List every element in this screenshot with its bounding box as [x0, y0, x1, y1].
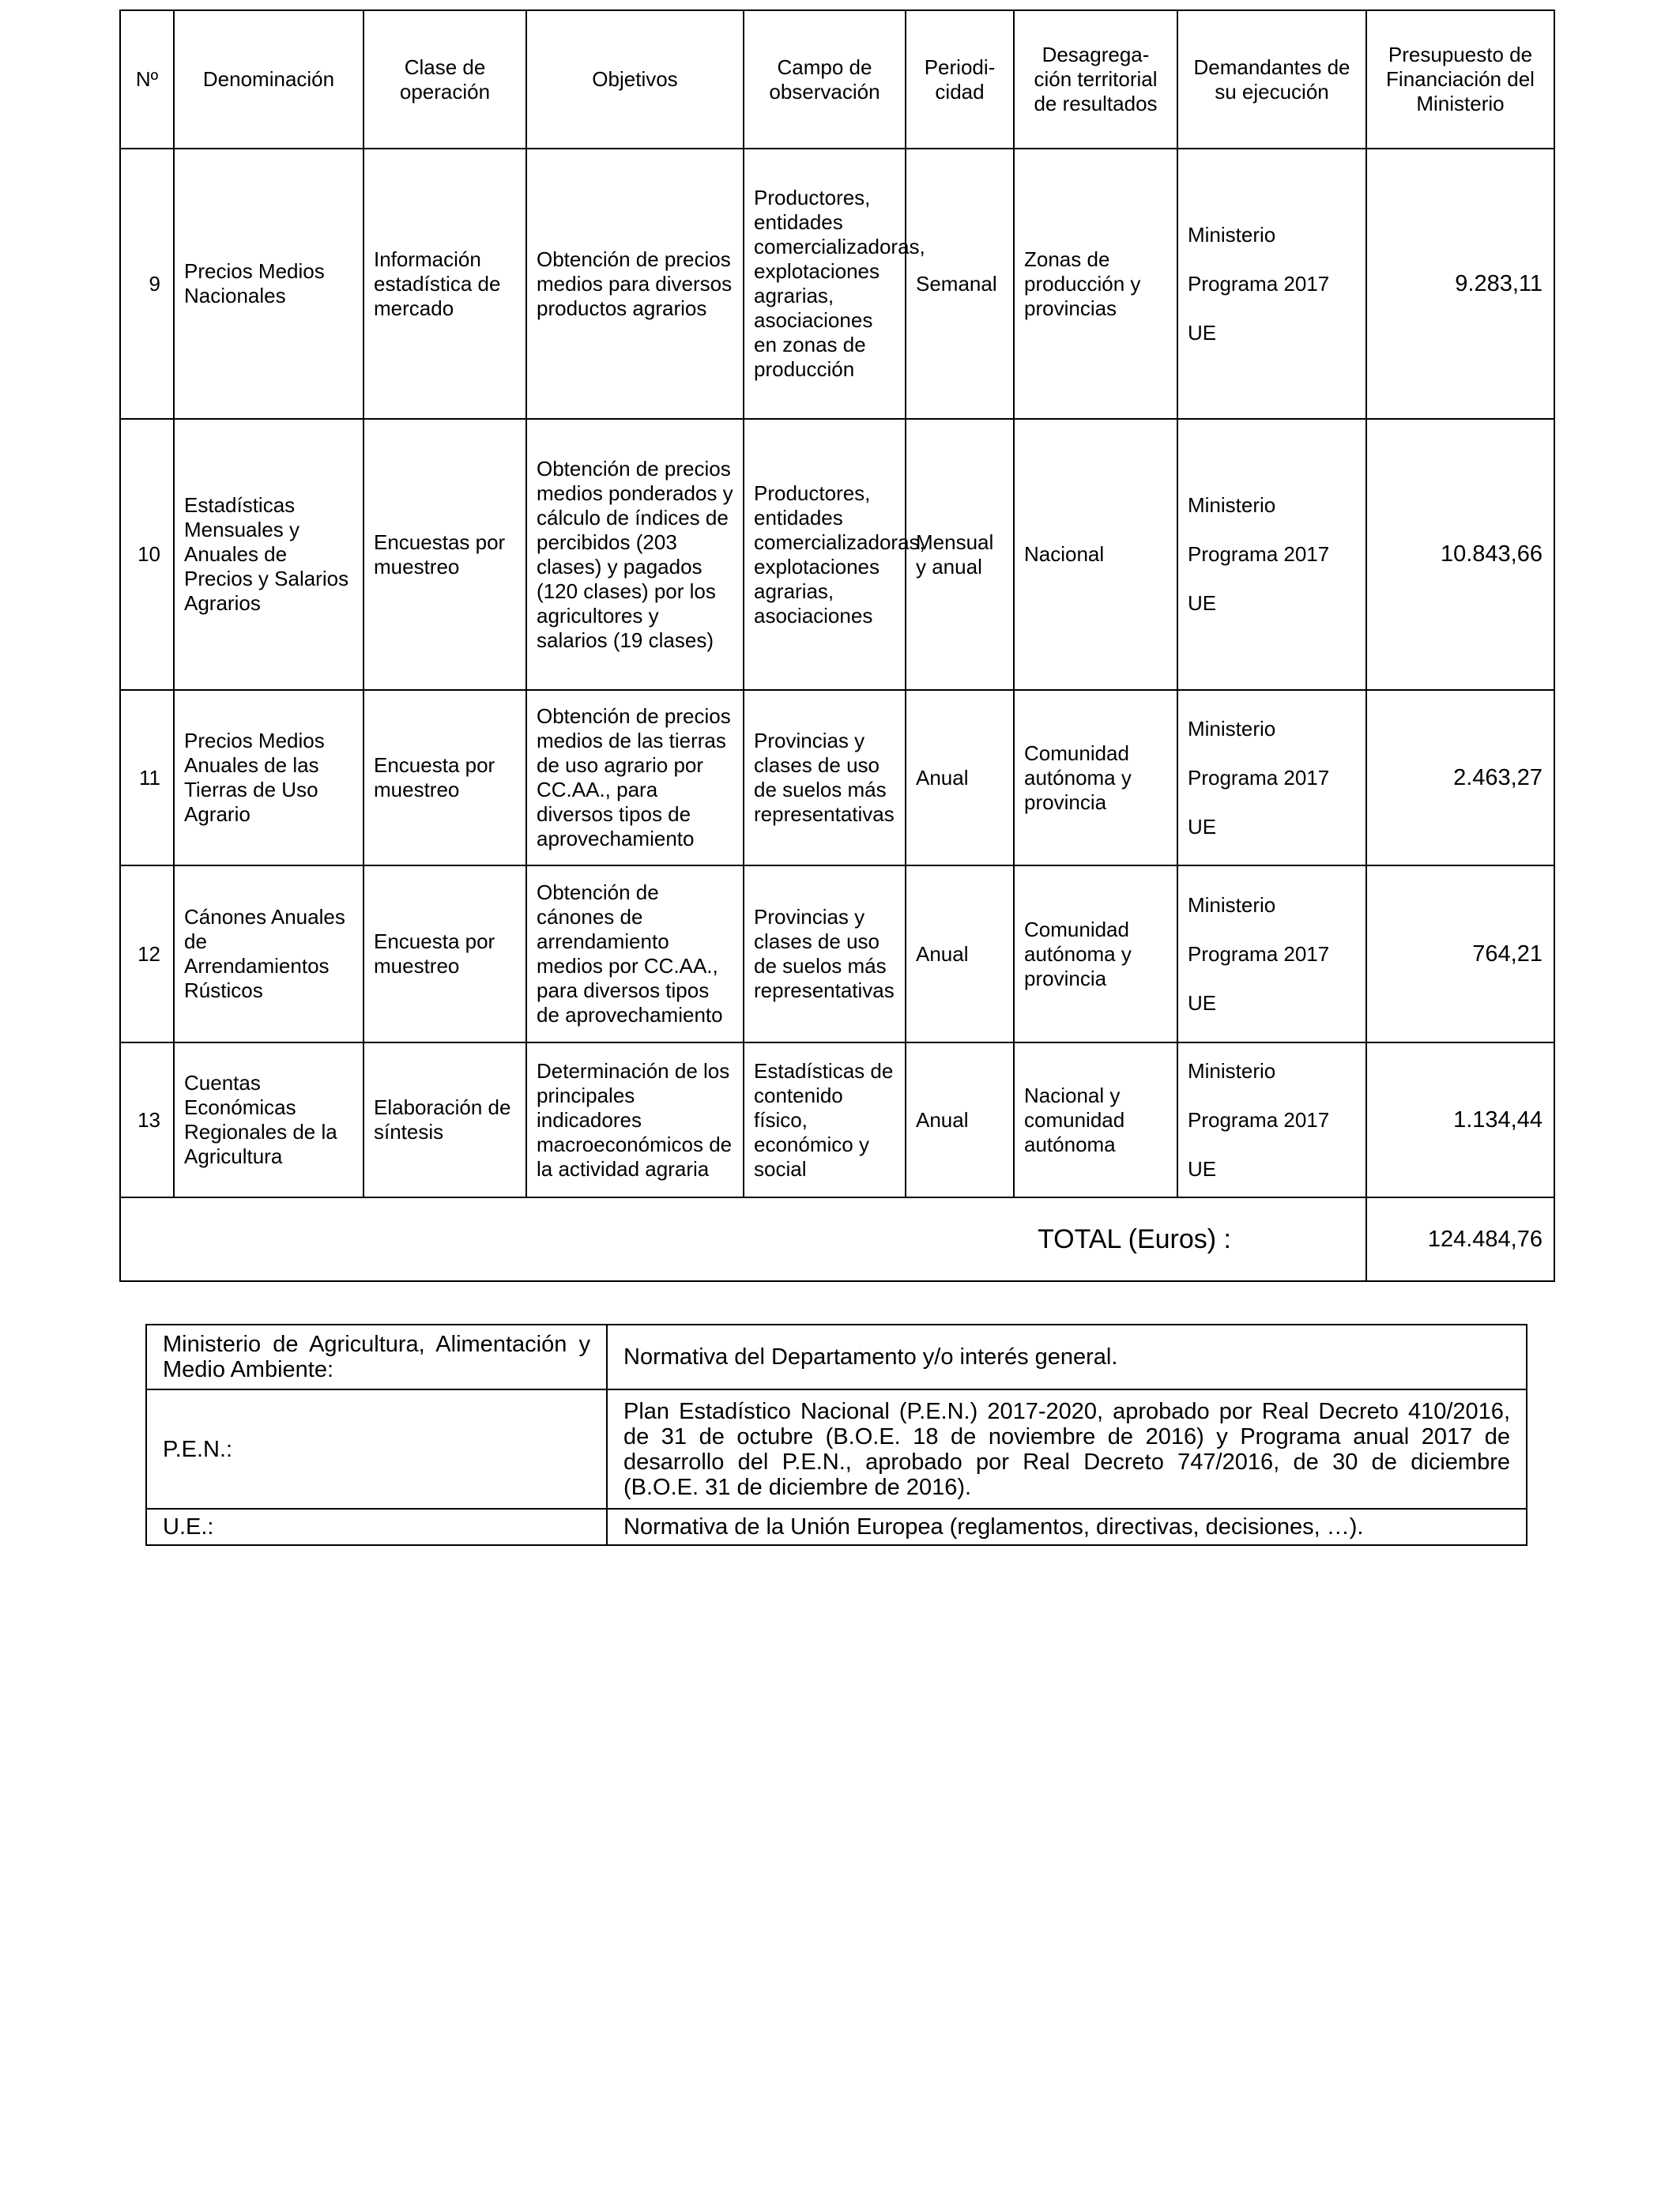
demandante-ue: UE	[1188, 320, 1217, 345]
header-presupuesto: Presupuesto de Financiación del Ministerio	[1366, 10, 1554, 149]
legend-row	[146, 1325, 1527, 1389]
row-periodicidad: Anual	[906, 690, 1014, 865]
row-desagregacion: Comunidad autónoma y provincia	[1014, 690, 1177, 865]
row-clase: Elaboración de síntesis	[363, 1042, 526, 1197]
legend-row	[146, 1389, 1527, 1509]
total-row	[120, 1197, 1554, 1281]
row-campo: Estadísticas de contenido físico, económico y social	[744, 1042, 906, 1197]
row-campo: Provincias y clases de uso de suelos más representativas	[744, 865, 906, 1042]
header-clase: Clase de operación	[363, 10, 526, 149]
row-clase: Información estadística de mercado	[363, 149, 526, 419]
row-periodicidad: Semanal	[906, 149, 1014, 419]
demandante-ue: UE	[1188, 814, 1217, 839]
row-number: 13	[120, 1042, 174, 1197]
row-objetivos: Obtención de precios medios de las tierras de uso agrario por CC.AA., para diversos tipos de aprovechamiento	[526, 690, 744, 865]
header-no: Nº	[120, 10, 174, 149]
legend-definition-ue: Normativa de la Unión Europea (reglamentos, directivas, decisiones, …).	[607, 1509, 1527, 1545]
row-desagregacion: Nacional	[1014, 419, 1177, 690]
row-presupuesto: 2.463,27	[1366, 690, 1554, 865]
row-objetivos: Determinación de los principales indicadores macroeconómicos de la actividad agraria	[526, 1042, 744, 1197]
row-periodicidad: Anual	[906, 865, 1014, 1042]
row-periodicidad: Mensual y anual	[906, 419, 1014, 690]
row-desagregacion: Zonas de producción y provincias	[1014, 149, 1177, 419]
row-number: 12	[120, 865, 174, 1042]
row-demandantes	[1177, 149, 1366, 419]
row-periodicidad: Anual	[906, 1042, 1014, 1197]
row-demandantes	[1177, 865, 1366, 1042]
row-demandantes	[1177, 1042, 1366, 1197]
row-campo: Productores, entidades comercializadoras, explotaciones agrarias, asociaciones	[744, 419, 906, 690]
row-demandantes	[1177, 690, 1366, 865]
legend-term-ue: U.E.:	[146, 1509, 607, 1545]
row-clase: Encuestas por muestreo	[363, 419, 526, 690]
row-number: 11	[120, 690, 174, 865]
demandante-ministerio: Ministerio	[1188, 222, 1276, 247]
row-campo: Productores, entidades comercializadoras, explotaciones agrarias, asociaciones en zonas de producción	[744, 149, 906, 419]
row-campo: Provincias y clases de uso de suelos más representativas	[744, 690, 906, 865]
row-denominacion: Cuentas Económicas Regionales de la Agricultura	[174, 1042, 363, 1197]
legend-term-pen: P.E.N.:	[146, 1389, 607, 1509]
header-desagregacion: Desagrega-ción territorial de resultados	[1014, 10, 1177, 149]
row-number: 10	[120, 419, 174, 690]
row-denominacion: Estadísticas Mensuales y Anuales de Precios y Salarios Agrarios	[174, 419, 363, 690]
legend-definition-ministerio: Normativa del Departamento y/o interés general.	[607, 1325, 1527, 1389]
row-presupuesto: 764,21	[1366, 865, 1554, 1042]
row-presupuesto: 10.843,66	[1366, 419, 1554, 690]
demandante-ue: UE	[1188, 990, 1217, 1015]
row-denominacion: Cánones Anuales de Arrendamientos Rústicos	[174, 865, 363, 1042]
row-presupuesto: 9.283,11	[1366, 149, 1554, 419]
table-row	[120, 419, 1554, 690]
row-number: 9	[120, 149, 174, 419]
demandante-programa: Programa 2017	[1188, 765, 1330, 790]
statistics-table	[119, 9, 1555, 1282]
demandante-ministerio: Ministerio	[1188, 493, 1276, 517]
header-denominacion: Denominación	[174, 10, 363, 149]
demandante-programa: Programa 2017	[1188, 271, 1330, 296]
row-clase: Encuesta por muestreo	[363, 865, 526, 1042]
table-row	[120, 865, 1554, 1042]
table-row	[120, 690, 1554, 865]
total-label: TOTAL (Euros) :	[120, 1197, 1366, 1281]
demandante-programa: Programa 2017	[1188, 1107, 1330, 1132]
row-desagregacion: Comunidad autónoma y provincia	[1014, 865, 1177, 1042]
header-campo: Campo de observación	[744, 10, 906, 149]
legend-definition-pen: Plan Estadístico Nacional (P.E.N.) 2017-2020, aprobado por Real Decreto 410/2016, de 31 de octubre (B.O.E. 18 de noviembre de 2016) y Programa anual 2017 de desarrollo del P.E.N., aprobado por Real Decreto 747/2016, de 30 de diciembre (B.O.E. 31 de diciembre de 2016).	[607, 1389, 1527, 1509]
row-presupuesto: 1.134,44	[1366, 1042, 1554, 1197]
table-header-row	[120, 10, 1554, 149]
demandante-programa: Programa 2017	[1188, 941, 1330, 966]
table-row	[120, 149, 1554, 419]
row-objetivos: Obtención de cánones de arrendamiento medios por CC.AA., para diversos tipos de aprovechamiento	[526, 865, 744, 1042]
legend-term-ministerio: Ministerio de Agricultura, Alimentación y Medio Ambiente:	[146, 1325, 607, 1389]
row-denominacion: Precios Medios Nacionales	[174, 149, 363, 419]
header-demandantes: Demandantes de su ejecución	[1177, 10, 1366, 149]
table-row	[120, 1042, 1554, 1197]
row-denominacion: Precios Medios Anuales de las Tierras de Uso Agrario	[174, 690, 363, 865]
row-demandantes	[1177, 419, 1366, 690]
demandante-ue: UE	[1188, 591, 1217, 615]
header-periodicidad: Periodi-cidad	[906, 10, 1014, 149]
demandante-ministerio: Ministerio	[1188, 1058, 1276, 1083]
row-clase: Encuesta por muestreo	[363, 690, 526, 865]
demandante-ministerio: Ministerio	[1188, 716, 1276, 741]
demandante-programa: Programa 2017	[1188, 542, 1330, 566]
legend-table	[145, 1324, 1527, 1546]
demandante-ministerio: Ministerio	[1188, 892, 1276, 917]
legend-row	[146, 1509, 1527, 1545]
row-objetivos: Obtención de precios medios ponderados y cálculo de índices de percibidos (203 clases) y pagados (120 clases) por los agricultores y salarios (19 clases)	[526, 419, 744, 690]
total-value: 124.484,76	[1366, 1197, 1554, 1281]
row-objetivos: Obtención de precios medios para diversos productos agrarios	[526, 149, 744, 419]
header-objetivos: Objetivos	[526, 10, 744, 149]
row-desagregacion: Nacional y comunidad autónoma	[1014, 1042, 1177, 1197]
demandante-ue: UE	[1188, 1156, 1217, 1181]
